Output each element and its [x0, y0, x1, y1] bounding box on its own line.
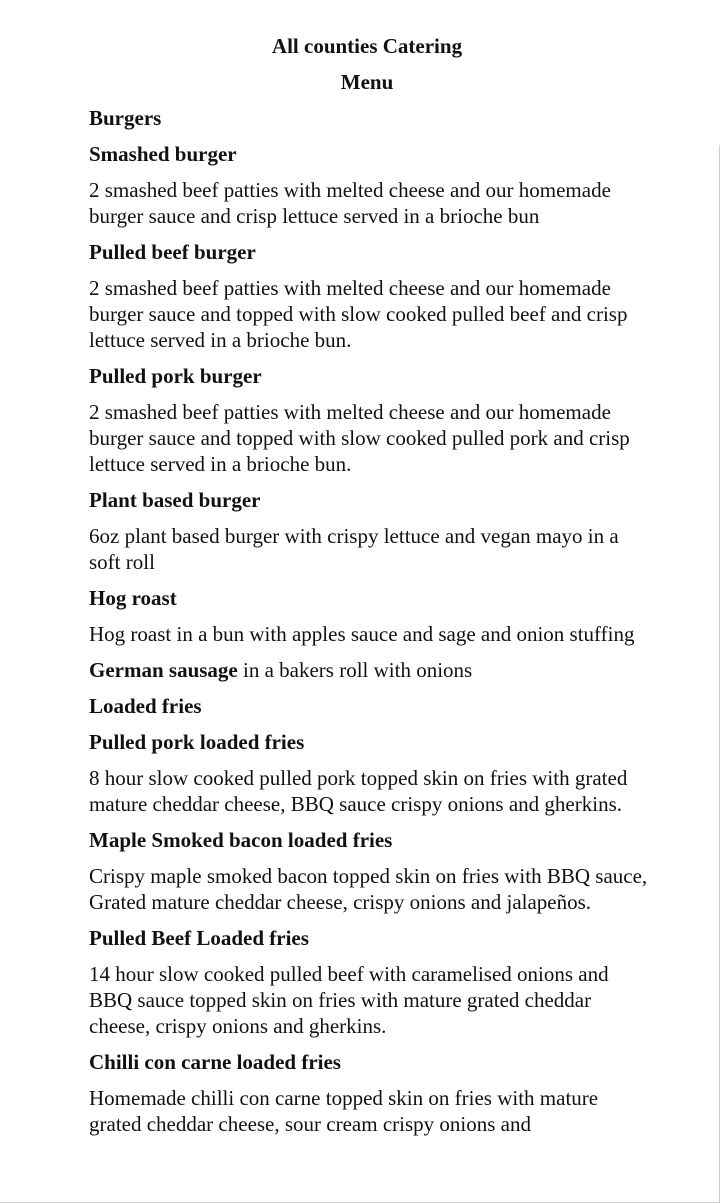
item-title: Hog roast — [89, 586, 177, 610]
item-title: Pulled pork burger — [89, 364, 262, 388]
item-title: Maple Smoked bacon loaded fries — [89, 828, 393, 852]
item-description: 6oz plant based burger with crispy lettuce and vegan mayo in a soft roll — [89, 524, 619, 574]
item-description: Hog roast in a bun with apples sauce and sage and onion stuffing — [89, 622, 635, 646]
item-title: Pulled pork loaded fries — [89, 730, 305, 754]
german-sausage-description: in a bakers roll with onions — [237, 658, 473, 682]
item-description: 8 hour slow cooked pulled pork topped skin on fries with grated mature cheddar cheese, BBQ sauce crispy onions and gherkins. — [89, 766, 628, 816]
item-description: 14 hour slow cooked pulled beef with caramelised onions and BBQ sauce topped skin on fries with mature grated cheddar cheese, crispy onions and gherkins. — [89, 962, 609, 1038]
item-title: Smashed burger — [89, 142, 237, 166]
item-title: Plant based burger — [89, 488, 261, 512]
item-description: 2 smashed beef patties with melted cheese and our homemade burger sauce and crisp lettuce served in a brioche bun — [89, 178, 611, 228]
menu-title: Menu — [340, 70, 394, 94]
item-title: Pulled Beef Loaded fries — [89, 926, 309, 950]
item-description: 2 smashed beef patties with melted cheese and our homemade burger sauce and topped with slow cooked pulled pork and crisp lettuce served in a brioche bun. — [89, 400, 630, 476]
item-title: Chilli con carne loaded fries — [89, 1050, 341, 1074]
item-description: Homemade chilli con carne topped skin on fries with mature grated cheddar cheese, sour cream crispy onions and — [89, 1086, 599, 1136]
menu-content — [89, 33, 649, 1147]
item-title: Pulled beef burger — [89, 240, 256, 264]
item-description: 2 smashed beef patties with melted cheese and our homemade burger sauce and topped with slow cooked pulled beef and crisp lettuce served in a brioche bun. — [89, 276, 628, 352]
item-description: Crispy maple smoked bacon topped skin on fries with BBQ sauce, Grated mature cheddar cheese, crispy onions and jalapeños. — [89, 864, 648, 914]
section-heading-burgers: Burgers — [89, 106, 162, 130]
german-sausage-line — [89, 657, 649, 683]
company-title: All counties Catering — [271, 34, 463, 58]
section-heading-loaded-fries: Loaded fries — [89, 694, 202, 718]
german-sausage-title: German sausage — [89, 658, 238, 682]
